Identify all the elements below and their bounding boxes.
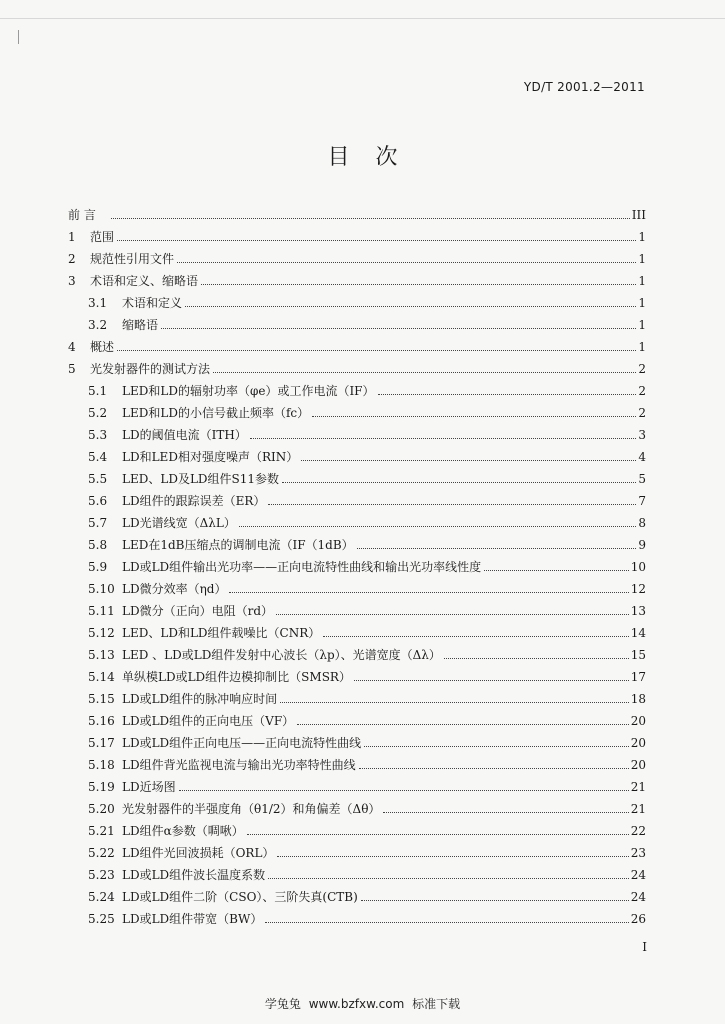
toc-entry-title: LD或LD组件二阶（CSO）、三阶失真(CTB) — [122, 890, 358, 904]
toc-entry-page: 2 — [638, 362, 646, 376]
toc-entry-number: 5.11 — [88, 604, 115, 618]
toc-entry[interactable] — [68, 838, 646, 860]
toc-entry-page: 21 — [630, 780, 646, 794]
toc-entry-number: 5.1 — [88, 384, 108, 398]
toc-dot-leader — [357, 548, 637, 549]
toc-entry-number: 1 — [68, 230, 76, 244]
toc-entry-title: LED和LD的辐射功率（φe）或工作电流（IF） — [122, 384, 375, 398]
toc-entry[interactable] — [68, 882, 646, 904]
toc-dot-leader — [265, 922, 628, 923]
toc-entry-title: LD或LD组件的脉冲响应时间 — [122, 692, 278, 706]
toc-entry[interactable] — [68, 640, 646, 662]
toc-entry-page: 1 — [638, 252, 646, 266]
toc-entry-number: 5.2 — [88, 406, 108, 420]
toc-entry-number: 3 — [68, 274, 76, 288]
toc-entry-page: 1 — [638, 318, 646, 332]
toc-dot-leader — [359, 768, 629, 769]
toc-dot-leader — [277, 856, 628, 857]
toc-entry[interactable] — [68, 596, 646, 618]
toc-entry-number: 5.12 — [88, 626, 115, 640]
toc-entry[interactable] — [68, 420, 646, 442]
toc-entry[interactable] — [68, 618, 646, 640]
toc-dot-leader — [361, 900, 629, 901]
toc-entry-page: 20 — [630, 714, 646, 728]
toc-entry[interactable] — [68, 662, 646, 684]
footer-watermark — [0, 995, 725, 1012]
toc-entry-number: 5.3 — [88, 428, 108, 442]
toc-dot-leader — [268, 878, 629, 879]
toc-entry-page: 8 — [638, 516, 646, 530]
toc-entry-page: 23 — [630, 846, 646, 860]
toc-entry-title: 光发射器件的半强度角（θ1/2）和角偏差（Δθ） — [122, 802, 381, 816]
toc-entry[interactable] — [68, 464, 646, 486]
toc-entry[interactable] — [68, 376, 646, 398]
toc-entry-page: 1 — [638, 274, 646, 288]
toc-entry-title: 概述 — [90, 340, 115, 354]
toc-entry[interactable] — [68, 486, 646, 508]
toc-entry-number: 5.19 — [88, 780, 115, 794]
toc-entry[interactable] — [68, 816, 646, 838]
toc-entry-title: LED、LD和LD组件载噪比（CNR） — [122, 626, 321, 640]
toc-entry-title: LED和LD的小信号截止频率（fc） — [122, 406, 310, 420]
toc-dot-leader — [239, 526, 637, 527]
document-code: YD/T 2001.2—2011 — [523, 80, 645, 94]
toc-dot-leader — [383, 812, 628, 813]
toc-entry[interactable] — [68, 442, 646, 464]
toc-entry[interactable] — [68, 530, 646, 552]
toc-entry-title: LED 、LD或LD组件发射中心波长（λp）、光谱宽度（Δλ） — [122, 648, 441, 662]
toc-entry-title: LD或LD组件正向电压——正向电流特性曲线 — [122, 736, 362, 750]
toc-entry-page: 26 — [630, 912, 646, 926]
toc-entry-number: 5.5 — [88, 472, 108, 486]
toc-entry-page: 14 — [630, 626, 646, 640]
toc-entry[interactable] — [68, 222, 646, 244]
toc-entry-title: LD和LED相对强度噪声（RIN） — [122, 450, 299, 464]
toc-entry-number: 5.4 — [88, 450, 108, 464]
toc-dot-leader — [117, 350, 636, 351]
toc-entry-page: 22 — [630, 824, 646, 838]
toc-dot-leader — [444, 658, 629, 659]
toc-entry-page: III — [631, 208, 646, 222]
page-number: I — [642, 940, 647, 954]
toc-entry-page: 2 — [638, 406, 646, 420]
toc-dot-leader — [177, 262, 636, 263]
footer-site-name: 学兔兔 — [264, 997, 301, 1011]
toc-entry-page: 1 — [638, 296, 646, 310]
toc-dot-leader — [354, 680, 629, 681]
toc-entry-number: 5.13 — [88, 648, 115, 662]
toc-entry-number: 5.8 — [88, 538, 108, 552]
toc-entry-page: 24 — [630, 868, 646, 882]
toc-entry-page: 15 — [630, 648, 646, 662]
toc-dot-leader — [297, 724, 629, 725]
toc-dot-leader — [280, 702, 629, 703]
toc-entry[interactable] — [68, 684, 646, 706]
toc-dot-leader — [213, 372, 636, 373]
toc-entry[interactable] — [68, 310, 646, 332]
toc-entry-title: LD近场图 — [122, 780, 176, 794]
toc-entry[interactable] — [68, 508, 646, 530]
toc-entry-title: LD或LD组件的正向电压（VF） — [122, 714, 295, 728]
toc-entry-page: 1 — [638, 230, 646, 244]
toc-entry-page: 9 — [638, 538, 646, 552]
toc-entry-page: 20 — [630, 758, 646, 772]
toc-entry-number: 3.1 — [88, 296, 108, 310]
toc-entry-title: LED、LD及LD组件S11参数 — [122, 472, 280, 486]
toc-entry-page: 3 — [638, 428, 646, 442]
toc-entry[interactable] — [68, 200, 646, 222]
toc-dot-leader — [301, 460, 636, 461]
toc-entry-title: LD组件背光监视电流与输出光功率特性曲线 — [122, 758, 356, 772]
toc-dot-leader — [201, 284, 636, 285]
toc-entry-number: 2 — [68, 252, 76, 266]
toc-entry[interactable] — [68, 332, 646, 354]
toc-entry-number: 5.20 — [88, 802, 115, 816]
toc-entry-number: 5.15 — [88, 692, 115, 706]
toc-dot-leader — [250, 438, 637, 439]
toc-entry-title: LD或LD组件波长温度系数 — [122, 868, 266, 882]
toc-entry[interactable] — [68, 772, 646, 794]
toc-entry-title: 缩略语 — [122, 318, 159, 332]
toc-entry-page: 4 — [638, 450, 646, 464]
toc-entry-page: 7 — [638, 494, 646, 508]
toc-dot-leader — [161, 328, 636, 329]
toc-entry-title: LD或LD组件带宽（BW） — [122, 912, 263, 926]
toc-entry-page: 12 — [630, 582, 646, 596]
toc-dot-leader — [268, 504, 636, 505]
toc-entry-page: 10 — [630, 560, 646, 574]
toc-entry-page: 13 — [630, 604, 646, 618]
toc-entry-number: 5.22 — [88, 846, 115, 860]
toc-dot-leader — [378, 394, 637, 395]
toc-entry[interactable] — [68, 750, 646, 772]
toc-entry-title: LD组件光回波损耗（ORL） — [122, 846, 275, 860]
page-title: 目次 — [327, 145, 424, 170]
toc-entry-title: 术语和定义 — [122, 296, 183, 310]
toc-entry[interactable] — [68, 574, 646, 596]
toc-entry-number: 5.9 — [88, 560, 108, 574]
toc-entry-title: LD微分（正向）电阻（rd） — [122, 604, 274, 618]
toc-entry-number: 5.7 — [88, 516, 108, 530]
table-of-contents — [68, 200, 646, 926]
toc-entry-page: 21 — [630, 802, 646, 816]
toc-dot-leader — [276, 614, 629, 615]
footer-tagline: 标准下载 — [412, 997, 461, 1011]
toc-entry-page: 24 — [630, 890, 646, 904]
toc-entry-title: 范围 — [90, 230, 115, 244]
toc-entry-title: 术语和定义、缩略语 — [90, 274, 199, 288]
toc-entry[interactable] — [68, 288, 646, 310]
toc-entry-page: 2 — [638, 384, 646, 398]
scan-mark — [18, 30, 19, 44]
toc-entry-title: LD的阈值电流（ITH） — [122, 428, 247, 442]
toc-entry-title: LD微分效率（ηd） — [122, 582, 227, 596]
toc-dot-leader — [229, 592, 628, 593]
toc-dot-leader — [364, 746, 629, 747]
toc-entry-number: 5.10 — [88, 582, 115, 596]
toc-entry-number: 5.16 — [88, 714, 115, 728]
toc-entry-number: 5.17 — [88, 736, 115, 750]
toc-entry-page: 20 — [630, 736, 646, 750]
toc-entry-number: 5.14 — [88, 670, 115, 684]
toc-entry-title: LD光谱线宽（ΔλL） — [122, 516, 236, 530]
toc-entry-page: 5 — [638, 472, 646, 486]
toc-dot-leader — [185, 306, 636, 307]
toc-entry-title: LD或LD组件输出光功率——正向电流特性曲线和输出光功率线性度 — [122, 560, 482, 574]
toc-entry-title: LED在1dB压缩点的调制电流（IF（1dB） — [122, 538, 354, 552]
toc-entry-title: 光发射器件的测试方法 — [90, 362, 211, 376]
toc-dot-leader — [282, 482, 636, 483]
toc-dot-leader — [247, 834, 629, 835]
toc-entry-page: 1 — [638, 340, 646, 354]
toc-dot-leader — [323, 636, 628, 637]
toc-dot-leader — [111, 218, 630, 219]
toc-entry-number: 5.25 — [88, 912, 115, 926]
toc-entry-number: 5.24 — [88, 890, 115, 904]
toc-entry[interactable] — [68, 794, 646, 816]
toc-dot-leader — [484, 570, 629, 571]
toc-entry-number: 5.23 — [88, 868, 115, 882]
toc-entry[interactable] — [68, 860, 646, 882]
toc-entry-number: 前 言 — [68, 208, 96, 222]
toc-entry[interactable] — [68, 552, 646, 574]
toc-entry-number: 5.6 — [88, 494, 108, 508]
toc-entry[interactable] — [68, 244, 646, 266]
toc-entry-number: 5.18 — [88, 758, 115, 772]
toc-dot-leader — [312, 416, 636, 417]
toc-entry[interactable] — [68, 904, 646, 926]
toc-entry[interactable] — [68, 706, 646, 728]
toc-entry-number: 3.2 — [88, 318, 108, 332]
toc-entry-page: 18 — [630, 692, 646, 706]
toc-entry[interactable] — [68, 266, 646, 288]
toc-entry-title: LD组件的跟踪误差（ER） — [122, 494, 266, 508]
page-edge-line — [0, 18, 725, 19]
toc-entry-title: 规范性引用文件 — [90, 252, 175, 266]
toc-entry-number: 4 — [68, 340, 76, 354]
toc-entry-title: LD组件α参数（啁啾） — [122, 824, 244, 838]
toc-entry[interactable] — [68, 728, 646, 750]
toc-dot-leader — [117, 240, 636, 241]
toc-entry-title: 单纵模LD或LD组件边模抑制比（SMSR） — [122, 670, 351, 684]
toc-entry[interactable] — [68, 354, 646, 376]
footer-url[interactable]: www.bzfxw.com — [308, 997, 405, 1011]
toc-entry-number: 5 — [68, 362, 76, 376]
toc-dot-leader — [179, 790, 629, 791]
toc-entry-number: 5.21 — [88, 824, 115, 838]
toc-entry-page: 17 — [630, 670, 646, 684]
toc-entry[interactable] — [68, 398, 646, 420]
